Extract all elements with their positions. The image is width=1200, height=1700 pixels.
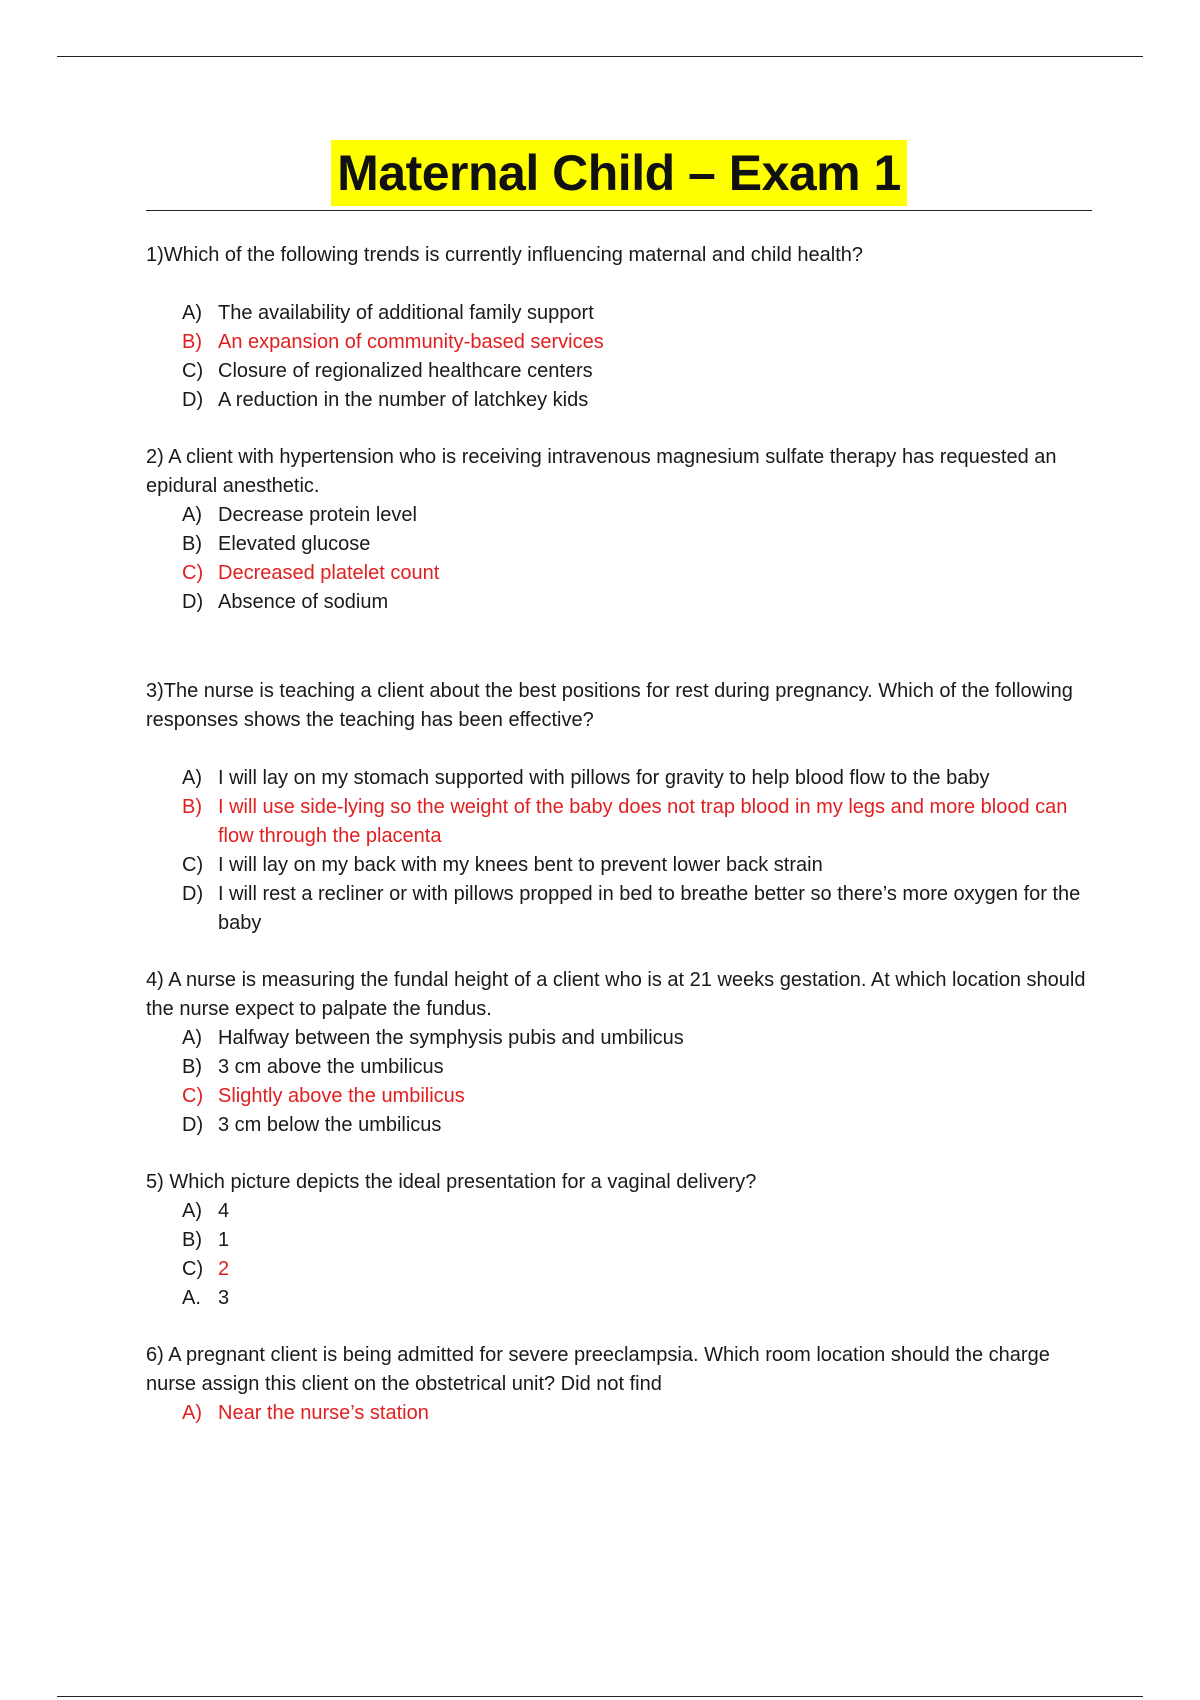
option-text: I will use side-lying so the weight of the baby does not trap blood in my legs and more blood can flow through the placenta xyxy=(218,796,1068,847)
question-5 xyxy=(146,1168,1092,1313)
option-b-correct xyxy=(182,328,1092,357)
option-a-correct xyxy=(182,1399,1092,1428)
question-1 xyxy=(146,241,1092,415)
question-3 xyxy=(146,677,1092,938)
option-b-correct xyxy=(182,793,1092,851)
title-block xyxy=(146,140,1092,211)
option-text: Absence of sodium xyxy=(218,591,389,613)
option-text: Near the nurse’s station xyxy=(218,1402,429,1424)
option-a xyxy=(182,1024,1092,1053)
option-list xyxy=(146,764,1092,938)
option-text: Closure of regionalized healthcare centers xyxy=(218,360,593,382)
question-6 xyxy=(146,1341,1092,1428)
option-letter: A) xyxy=(182,504,202,526)
option-text: 3 cm above the umbilicus xyxy=(218,1056,444,1078)
option-a xyxy=(182,501,1092,530)
question-2 xyxy=(146,443,1092,617)
option-d xyxy=(182,880,1092,938)
option-letter: A) xyxy=(182,302,202,324)
option-text-correct: 2 xyxy=(218,1258,230,1280)
option-c-correct xyxy=(182,559,1092,588)
option-list xyxy=(146,1197,1092,1313)
option-text: 3 xyxy=(218,1287,230,1309)
option-text: 3 cm below the umbilicus xyxy=(218,1114,442,1136)
option-a xyxy=(182,299,1092,328)
question-text: 3)The nurse is teaching a client about the best positions for rest during pregnancy. Which of the following responses shows the teaching has been effective? xyxy=(146,680,1073,731)
option-letter: B) xyxy=(182,533,202,555)
option-c xyxy=(182,1255,1092,1284)
option-a xyxy=(182,764,1092,793)
option-text: Halfway between the symphysis pubis and umbilicus xyxy=(218,1027,684,1049)
option-letter: D) xyxy=(182,883,204,905)
option-text: Decrease protein level xyxy=(218,504,417,526)
option-list xyxy=(146,1399,1092,1428)
option-b xyxy=(182,530,1092,559)
question-text: 5) Which picture depicts the ideal presentation for a vaginal delivery? xyxy=(146,1171,757,1193)
option-c-correct xyxy=(182,1082,1092,1111)
option-list xyxy=(146,299,1092,415)
option-a-alt xyxy=(182,1284,1092,1313)
option-letter: C) xyxy=(182,360,204,382)
option-letter: A) xyxy=(182,1027,202,1049)
question-text: 2) A client with hypertension who is receiving intravenous magnesium sulfate therapy has requested an epidural anesthetic. xyxy=(146,446,1057,497)
option-text: A reduction in the number of latchkey kids xyxy=(218,389,589,411)
option-text: Slightly above the umbilicus xyxy=(218,1085,465,1107)
option-d xyxy=(182,1111,1092,1140)
option-letter: C) xyxy=(182,1258,204,1280)
option-letter: B) xyxy=(182,331,202,353)
option-letter: D) xyxy=(182,591,204,613)
page-title: Maternal Child – Exam 1 xyxy=(331,140,907,206)
option-letter: B) xyxy=(182,796,202,818)
option-letter: C) xyxy=(182,1085,204,1107)
option-text: Decreased platelet count xyxy=(218,562,440,584)
option-letter: B) xyxy=(182,1056,202,1078)
option-c xyxy=(182,357,1092,386)
option-text: An expansion of community-based services xyxy=(218,331,604,353)
option-letter: D) xyxy=(182,1114,204,1136)
option-letter: B) xyxy=(182,1229,202,1251)
option-text: The availability of additional family support xyxy=(218,302,594,324)
option-a xyxy=(182,1197,1092,1226)
option-letter: A) xyxy=(182,1402,202,1424)
option-text: I will lay on my back with my knees bent to prevent lower back strain xyxy=(218,854,823,876)
option-b xyxy=(182,1226,1092,1255)
question-text: 6) A pregnant client is being admitted for severe preeclampsia. Which room location should the charge nurse assign this client on the obstetrical unit? Did not find xyxy=(146,1344,1050,1395)
top-rule xyxy=(57,56,1143,57)
bottom-rule xyxy=(57,1696,1143,1697)
option-text: 1 xyxy=(218,1229,230,1251)
option-letter: A. xyxy=(182,1287,201,1309)
option-d xyxy=(182,386,1092,415)
option-letter: D) xyxy=(182,389,204,411)
option-letter: C) xyxy=(182,562,204,584)
exam-document xyxy=(146,140,1092,1428)
option-letter: C) xyxy=(182,854,204,876)
option-list xyxy=(146,501,1092,617)
option-text: I will rest a recliner or with pillows propped in bed to breathe better so there’s more oxygen for the baby xyxy=(218,883,1081,934)
option-text: Elevated glucose xyxy=(218,533,371,555)
question-text: 4) A nurse is measuring the fundal height of a client who is at 21 weeks gestation. At which location should the nurse expect to palpate the fundus. xyxy=(146,969,1086,1020)
option-c xyxy=(182,851,1092,880)
option-text: 4 xyxy=(218,1200,230,1222)
option-letter: A) xyxy=(182,767,202,789)
option-text: I will lay on my stomach supported with pillows for gravity to help blood flow to the baby xyxy=(218,767,990,789)
option-b xyxy=(182,1053,1092,1082)
option-d xyxy=(182,588,1092,617)
option-letter: A) xyxy=(182,1200,202,1222)
question-4 xyxy=(146,966,1092,1140)
option-list xyxy=(146,1024,1092,1140)
question-text: 1)Which of the following trends is currently influencing maternal and child health? xyxy=(146,244,864,266)
